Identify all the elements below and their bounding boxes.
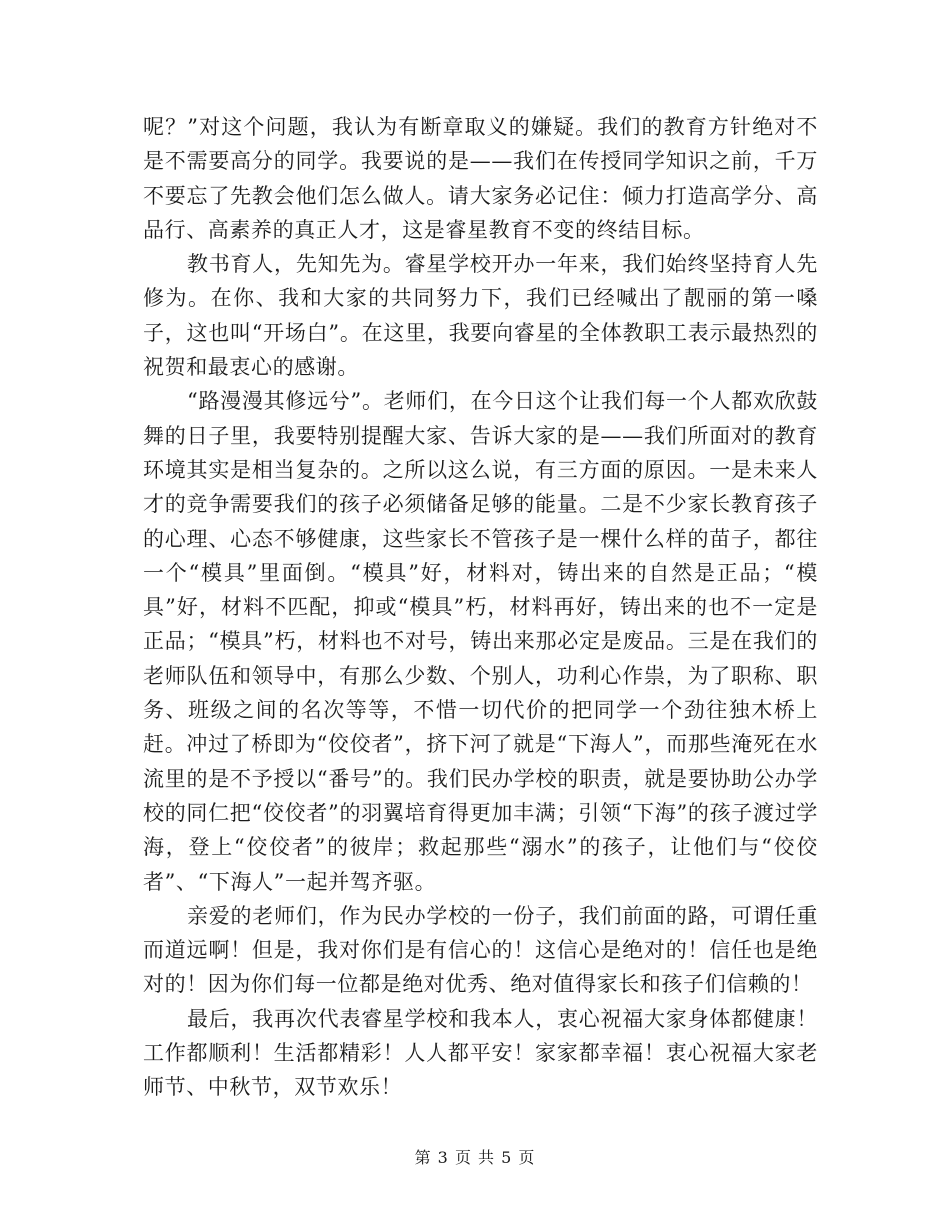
document-body bbox=[143, 110, 818, 1105]
page-number-footer: 第 3 页 共 5 页 bbox=[414, 1148, 536, 1167]
paragraph-teaching: 教书育人，先知先为。睿星学校开办一年来，我们始终坚持育人先修为。在你、我和大家的共同努力下，我们已经喊出了靓丽的第一嗓子，这也叫“开场白”。在这里，我要向睿星的全体教职工表示最热烈的祝贺和最衷心的感谢。 bbox=[143, 252, 818, 380]
paragraph-continuation: 呢？”对这个问题，我认为有断章取义的嫌疑。我们的教育方针绝对不是不需要高分的同学。我要说的是——我们在传授同学知识之前，千万不要忘了先教会他们怎么做人。请大家务必记住：倾力打造高学分、高品行、高素养的真正人才，这是睿星教育不变的终结目标。 bbox=[143, 115, 818, 242]
paragraph-closing-wishes: 最后，我再次代表睿星学校和我本人，衷心祝福大家身体都健康！工作都顺利！生活都精彩！人人都平安！家家都幸福！衷心祝福大家老师节、中秋节，双节欢乐！ bbox=[143, 1006, 818, 1100]
paragraph-confidence: 亲爱的老师们，作为民办学校的一份子，我们前面的路，可谓任重而道远啊！但是，我对你们是有信心的！这信心是绝对的！信任也是绝对的！因为你们每一位都是绝对优秀、绝对值得家长和孩子们信赖的！ bbox=[143, 903, 818, 997]
paragraph-environment: “路漫漫其修远兮”。老师们，在今日这个让我们每一个人都欢欣鼓舞的日子里，我要特别提醒大家、告诉大家的是——我们所面对的教育环境其实是相当复杂的。之所以这么说，有三方面的原因。一是未来人才的竞争需要我们的孩子必须储备足够的能量。二是不少家长教育孩子的心理、心态不够健康，这些家长不管孩子是一棵什么样的苗子，都往一个“模具”里面倒。“模具”好，材料对，铸出来的自然是正品；“模具”好，材料不匹配，抑或“模具”朽，材料再好，铸出来的也不一定是正品；“模具”朽，材料也不对号，铸出来那必定是废品。三是在我们的老师队伍和领导中，有那么少数、个别人，功利心作祟，为了职称、职务、班级之间的名次等等，不惜一切代价的把同学一个劲往独木桥上赶。冲过了桥即为“佼佼者”，挤下河了就是“下海人”，而那些淹死在水流里的是不予授以“番号”的。我们民办学校的职责，就是要协助公办学校的同仁把“佼佼者”的羽翼培育得更加丰满；引领“下海”的孩子渡过学海，登上“佼佼者”的彼岸；救起那些“溺水”的孩子，让他们与“佼佼者”、“下海人”一起并驾齐驱。 bbox=[143, 389, 818, 894]
